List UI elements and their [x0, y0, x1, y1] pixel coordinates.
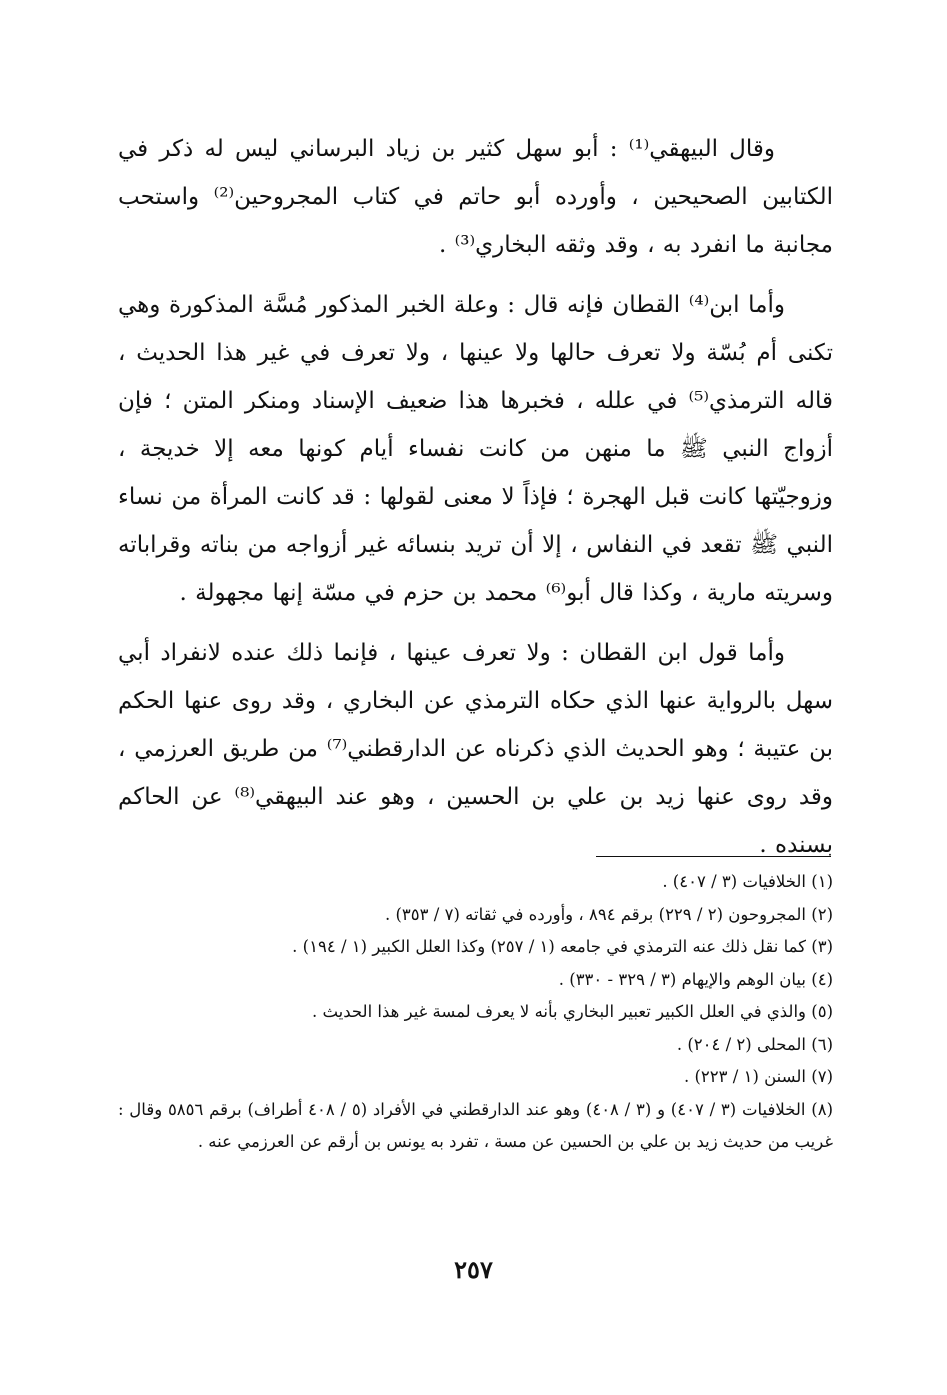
footnote: (٤) بيان الوهم والإيهام (٣ / ٣٢٩ - ٣٣٠) .	[558, 969, 833, 989]
footnote: (٢) المجروحون (٢ / ٢٢٩) برقم ٨٩٤ ، وأورده في ثقاته (٧ / ٣٥٣) .	[384, 904, 833, 924]
footnote: (٥) والذي في العلل الكبير تعبير البخاري بأنه لا يعرف لمسة غير هذا الحديث .	[311, 1002, 833, 1021]
main-text	[118, 125, 833, 881]
footnotes	[118, 866, 833, 1159]
footnote: (١) الخلافيات (٣ / ٤٠٧) .	[662, 872, 833, 891]
footnote: (٧) السنن (١ / ٢٢٣) .	[683, 1067, 833, 1086]
paragraph: وأما قول ابن القطان : ولا تعرف عينها ، فإنما ذلك عنده لانفراد أبي سهل بالرواية عنها الذي حكاه الترمذي عن البخاري ، وقد روى عنها الحكم بن عتيبة ؛ وهو الحديث الذي ذكرناه عن الدارقطني⁽⁷⁾ من طريق العرزمي ، وقد روى عنها زيد بن علي بن الحسين ، وهو عند البيهقي⁽⁸⁾ عن الحاكم بسنده .	[118, 640, 833, 858]
footnote: (٨) الخلافيات (٣ / ٤٠٧) و (٣ / ٤٠٨) وهو عند الدارقطني في الأفراد (٥ / ٤٠٨ أطراف) برقم ٥٨٥٦ وقال : غريب من حديث زيد بن علي بن الحسين عن مسة ، تفرد به يونس بن أرقم عن العرزمي عنه .	[118, 1099, 834, 1151]
footnote: (٦) المحلى (٢ / ٢٠٤) .	[676, 1034, 833, 1054]
footnote: (٣) كما نقل ذلك عنه الترمذي في جامعه (١ / ٢٥٧) وكذا العلل الكبير (١ / ١٩٤) .	[292, 937, 833, 956]
page-number: ٢٥٧	[454, 1255, 493, 1284]
paragraph: وأما ابن⁽⁴⁾ القطان فإنه قال : وعلة الخبر المذكور مُسَّة المذكورة وهي تكنى أم بُسّة ولا تعرف حالها ولا عينها ، ولا تعرف في غير هذا الحديث ، قاله الترمذي⁽⁵⁾ في علله ، فخبرها هذا ضعيف الإسناد ومنكر المتن ؛ فإن أزواج النبي ﷺ ما منهن من كانت نفساء أيام كونها معه إلا خديجة ، وزوجيّتها كانت قبل الهجرة ؛ فإذاً لا معنى لقولها : قد كانت المرأة من نساء النبي ﷺ تقعد في النفاس ، إلا أن تريد بنسائه غير أزواجه من بناته وقراباته وسريته مارية ، وكذا قال أبو⁽⁶⁾ محمد بن حزم في مسّة إنها مجهولة .	[118, 292, 834, 606]
footnote-separator	[596, 856, 831, 857]
paragraph: وقال البيهقي⁽¹⁾ : أبو سهل كثير بن زياد البرساني ليس له ذكر في الكتابين الصحيحين ، وأورده أبو حاتم في كتاب المجروحين⁽²⁾ واستحب مجانبة ما انفرد به ، وقد وثقه البخاري⁽³⁾ .	[118, 136, 833, 258]
